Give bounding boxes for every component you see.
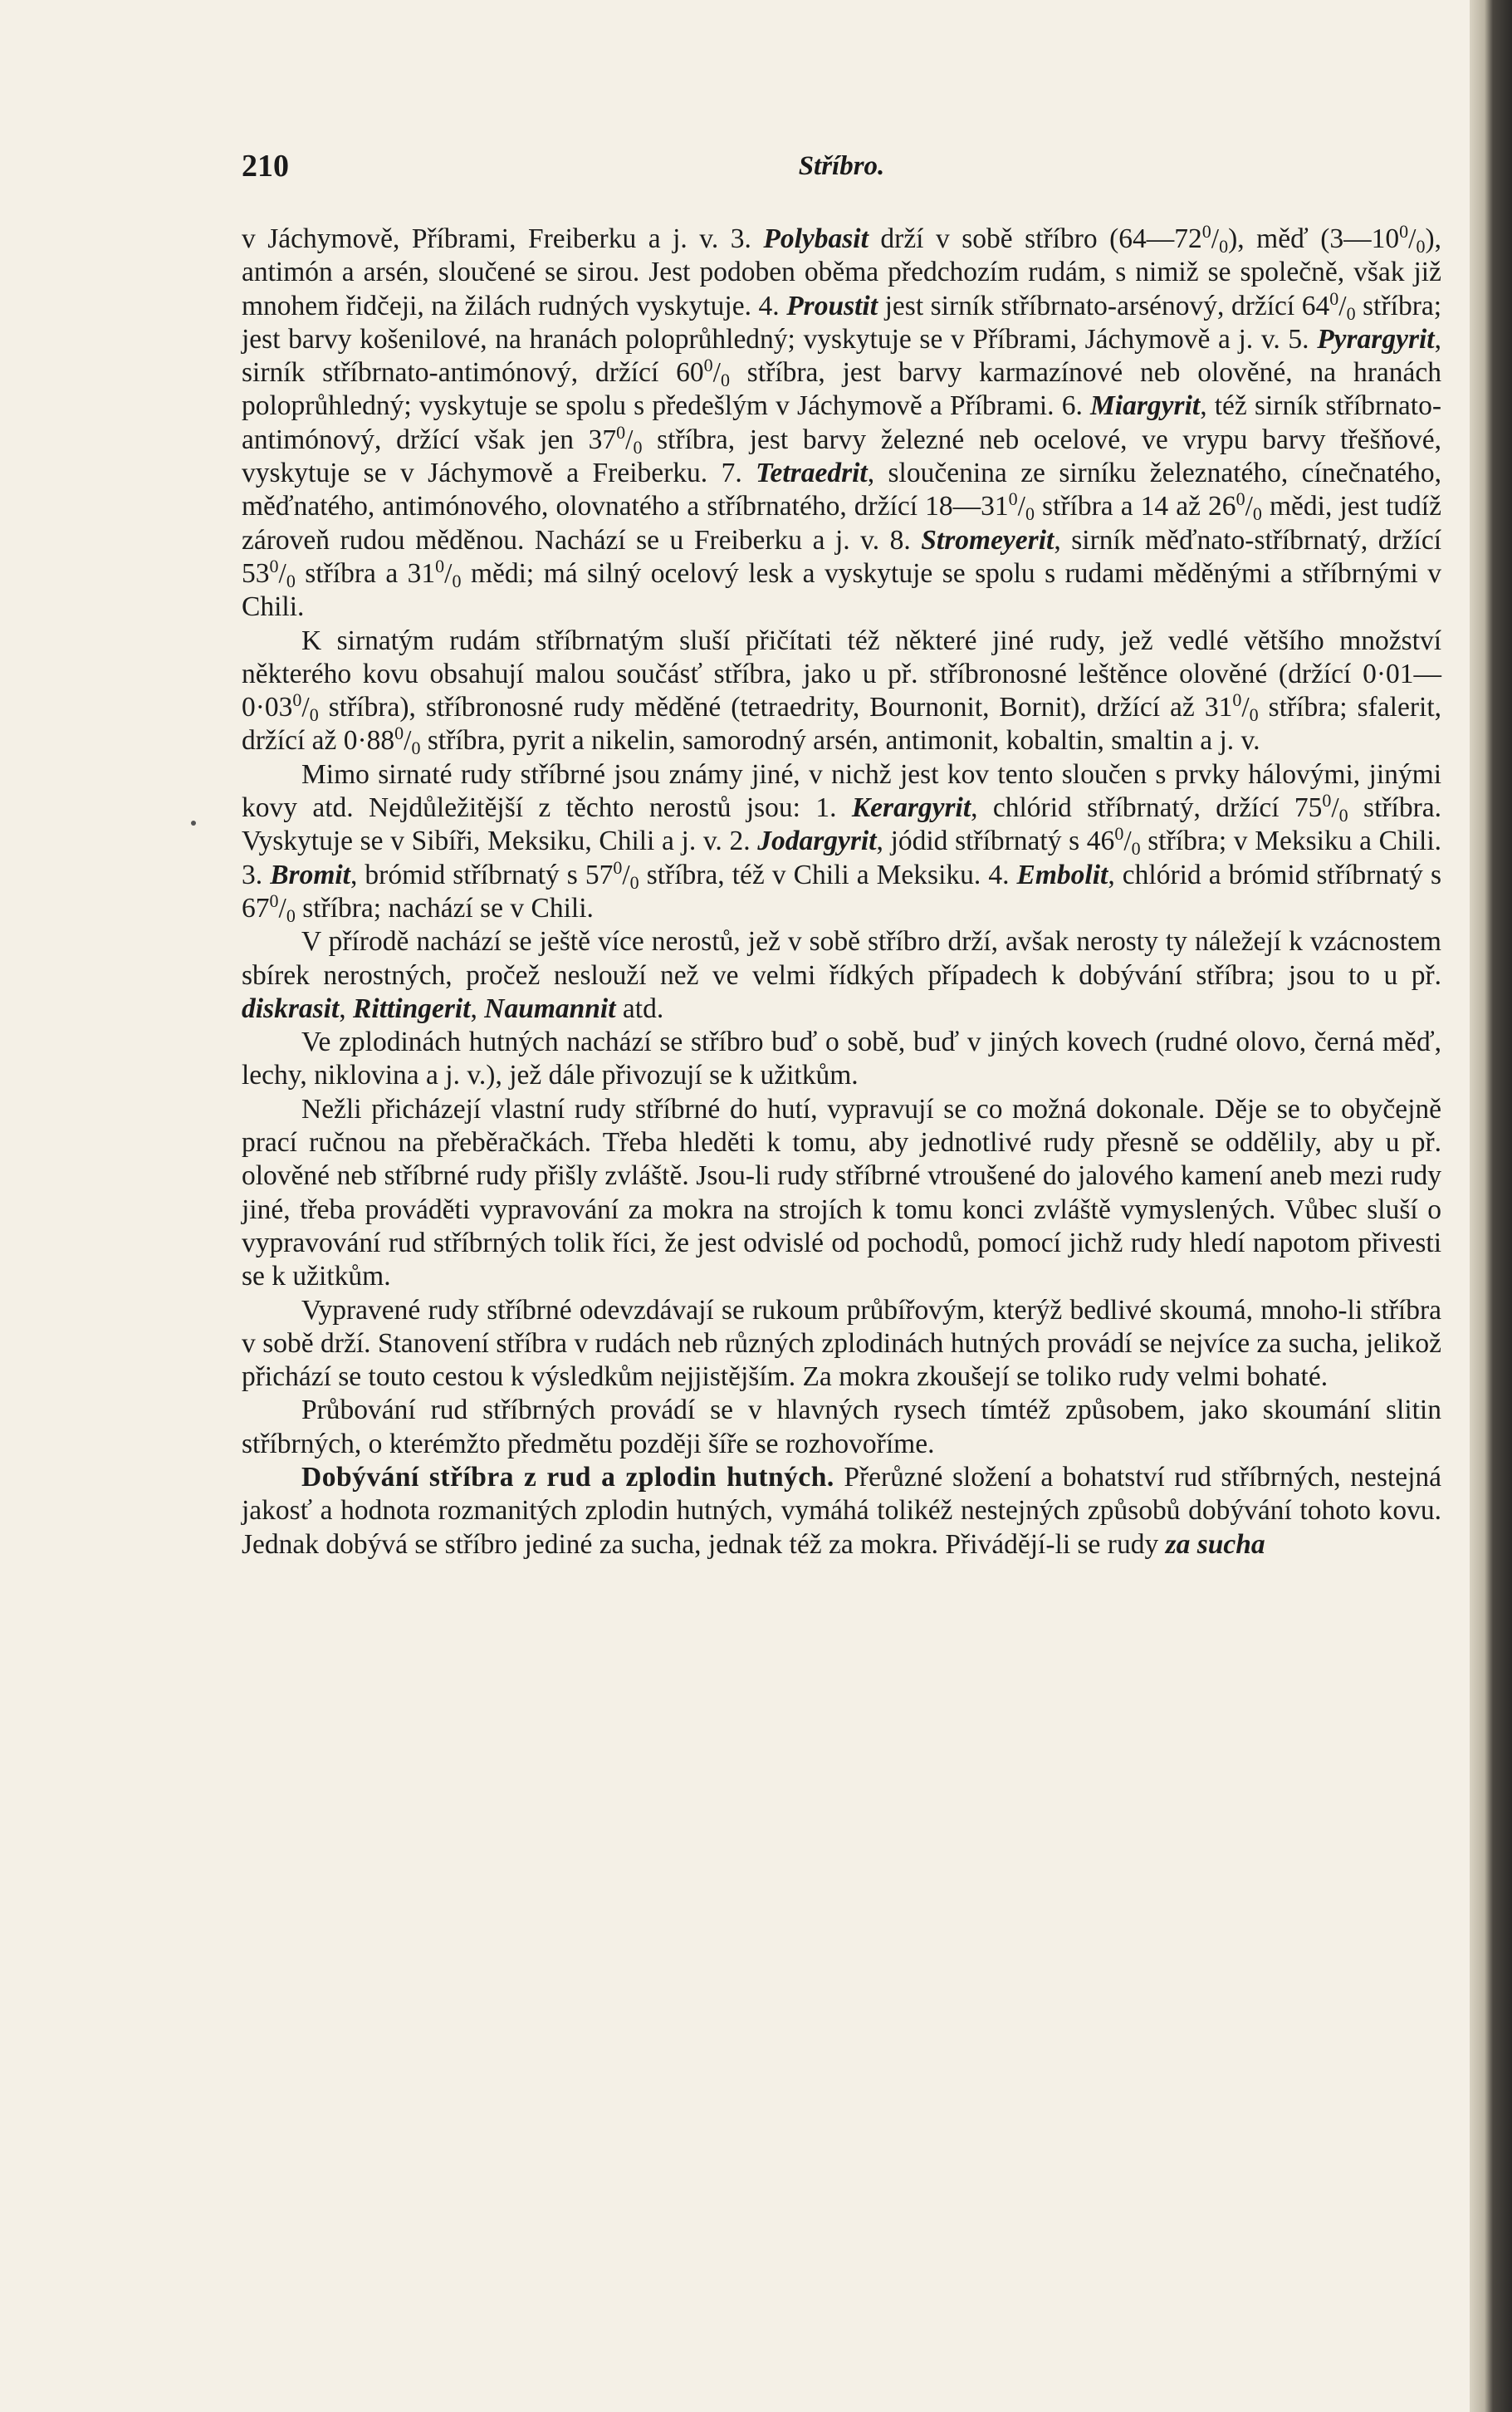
section-heading: Dobývání stříbra z rud a zplodin hutných. bbox=[301, 1461, 834, 1493]
mineral-name: diskrasit bbox=[242, 993, 340, 1024]
paragraph-mineral-list-continued: v Jáchymově, Příbrami, Freiberku a j. v. 3. Polybasit drží v sobě stříbro $(64—72^0/_0)$, měď $(3—10^0/_0)$, antimón a arsén, sloučené se sirou. Jest podoben oběma předchozím rudám, s nimiž se společně, však již mnohem řidčeji, na žilách rudných vyskytuje. 4. Proustit jest sirník stříbrnato-arsénový, držící $64^0/_0$ stříbra; jest barvy košenilové, na hranách poloprůhledný; vyskytuje se v Příbrami, Jáchymově a j. v. 5. Pyrargyrit, sirník stříbrnato-antimónový, držící $60^0/_0$ stříbra, jest barvy karmazínové neb olověné, na hranách poloprůhledný; vyskytuje se spolu s předešlým v Jáchymově a Příbrami. 6. Miargyrit, též sirník stříbrnato-antimónový, držící však jen $37^0/_0$ stříbra, jest barvy železné neb ocelové, ve vrypu barvy třešňové, vyskytuje se v Jáchymově a Freiberku. 7. Tetraedrit, sloučenina ze sirníku železnatého, cínečnatého, měďnatého, antimónového, olovnatého a stříbrnatého, držící $18—31^0/_0$ stříbra a 14 až $26^0/_0$ mědi, jest tudíž zároveň rudou měděnou. Nachází se u Freiberku a j. v. 8. Stromeyerit, sirník měďnato-stříbrnatý, držící $53^0/_0$ stříbra a $31^0/_0$ mědi; má silný ocelový lesk a vyskytuje se spolu s rudami měděnými a stříbrnými v Chili. bbox=[242, 221, 1442, 623]
mineral-name: Tetraedrit bbox=[756, 458, 868, 489]
mineral-name: Naumannit bbox=[484, 993, 616, 1024]
emphasis-text: za sucha bbox=[1165, 1528, 1265, 1560]
running-title: Stříbro. bbox=[798, 151, 885, 181]
page-header bbox=[242, 148, 1441, 189]
mineral-name: Rittingerit bbox=[353, 993, 471, 1024]
paragraph-rare-minerals: V přírodě nachází se ještě více nerostů, jež v sobě stříbro drží, avšak nerosty ty náležejí k vzácnostem sbírek nerostných, pročež neslouží než ve velmi řídkých případech k dobývání stříbra; jsou to u př. diskrasit, Rittingerit, Naumannit atd. bbox=[242, 926, 1441, 1024]
mineral-name: Embolit bbox=[1016, 859, 1108, 890]
mineral-name: Jodargyrit bbox=[757, 826, 877, 857]
mineral-name: Miargyrit bbox=[1090, 390, 1201, 422]
margin-dot-mark bbox=[191, 821, 196, 826]
mineral-name: Polybasit bbox=[763, 223, 869, 254]
page-number: 210 bbox=[242, 149, 289, 184]
paragraph-silver-bearing-ores: K sirnatým rudám stříbrnatým sluší přičítati též některé jiné rudy, jež vedlé většího množství některého kovu obsahují malou součásť stříbra, jako u př. stříbronosné leštěnce olověné (držící $0\cdot 01—0\cdot 03^0/_0$ stříbra), stříbronosné rudy měděné (tetraedrity, Bournonit, Bornit), držící až $31^0/_0$ stříbra; sfalerit, držící až $0\cdot 88^0/_0$ stříbra, pyrit a nikelin, samorodný arsén, antimonit, kobaltin, smaltin a j. v. bbox=[242, 625, 1441, 759]
paragraph-halide-minerals: Mimo sirnaté rudy stříbrné jsou známy jiné, v nichž jest kov tento sloučen s prvky hálovými, jinými kovy atd. Nejdůležitější z těchto nerostů jsou: 1. Kerargyrit, chlórid stříbrnatý, držící $75^0/_0$ stříbra. Vyskytuje se v Sibíři, Meksiku, Chili a j. v. 2. Jodargyrit, jódid stříbrnatý s $46^0/_0$ stříbra; v Meksiku a Chili. 3. Bromit, brómid stříbrnatý s $57^0/_0$ stříbra, též v Chili a Meksiku. 4. Embolit, chlórid a brómid stříbrnatý s $67^0/_0$ stříbra; nachází se v Chili. bbox=[242, 758, 1442, 926]
mineral-name: Bromit bbox=[270, 859, 350, 890]
mineral-name: Pyrargyrit bbox=[1317, 323, 1435, 355]
paragraph-extraction: Dobývání stříbra z rud a zplodin hutných. Přerůzné složení a bohatství rud stříbrných, nestejná jakosť a hodnota rozmanitých zplodin hutných, vymáhá tolikéž nestejných způsobů dobývání tohoto kovu. Jednak dobývá se stříbro jediné za sucha, jednak též za mokra. Přivádějí-li se rudy za sucha bbox=[242, 1461, 1441, 1560]
mineral-name: Proustit bbox=[786, 290, 878, 321]
paragraph-smelting-products: Ve zplodinách hutných nachází se stříbro buď o sobě, buď v jiných kovech (rudné olovo, černá měď, lechy, niklovina a j. v.), jež dále přivozují se k užitkům. bbox=[242, 1027, 1441, 1091]
book-spine-shadow bbox=[1470, 0, 1512, 2412]
mineral-name: Stromeyerit bbox=[921, 524, 1054, 556]
paragraph-assaying: Vypravené rudy stříbrné odevzdávají se rukoum průbířovým, kterýž bedlivé skoumá, mnoho-li stříbra v sobě drží. Stanovení stříbra v rudách neb různých zplodinách hutných provádí se nejvíce za sucha, jelikož přichází se touto cestou k výsledkům nejjistějším. Za mokra zkoušejí se toliko rudy velmi bohaté. bbox=[242, 1294, 1441, 1393]
paragraph-assay-methods: Průbování rud stříbrných provádí se v hlavných rysech tímtéž způsobem, jako skoumání slitin stříbrných, o kterémžto předmětu později šíře se rozhovoříme. bbox=[242, 1395, 1441, 1459]
paragraph-ore-dressing: Nežli přicházejí vlastní rudy stříbrné do hutí, vypravují se co možná dokonale. Děje se to obyčejně prací ručnou na přeběračkách. Třeba hleděti k tomu, aby jednotlivé rudy přesně se oddělily, aby u př. olověné neb stříbrné rudy přišly zvláště. Jsou-li rudy stříbrné vtroušené do jalového kamení aneb mezi rudy jiné, třeba prováděti vypravování za mokra na strojích k tomu konci zvláště vymyslených. Vůbec sluší o vypravování rud stříbrných tolik říci, že jest odvislé od pochodů, pomocí jichž rudy hledí napotom přivesti se k užitkům. bbox=[242, 1093, 1441, 1292]
mineral-name: Kerargyrit bbox=[851, 792, 971, 824]
body-text bbox=[242, 223, 1441, 1561]
